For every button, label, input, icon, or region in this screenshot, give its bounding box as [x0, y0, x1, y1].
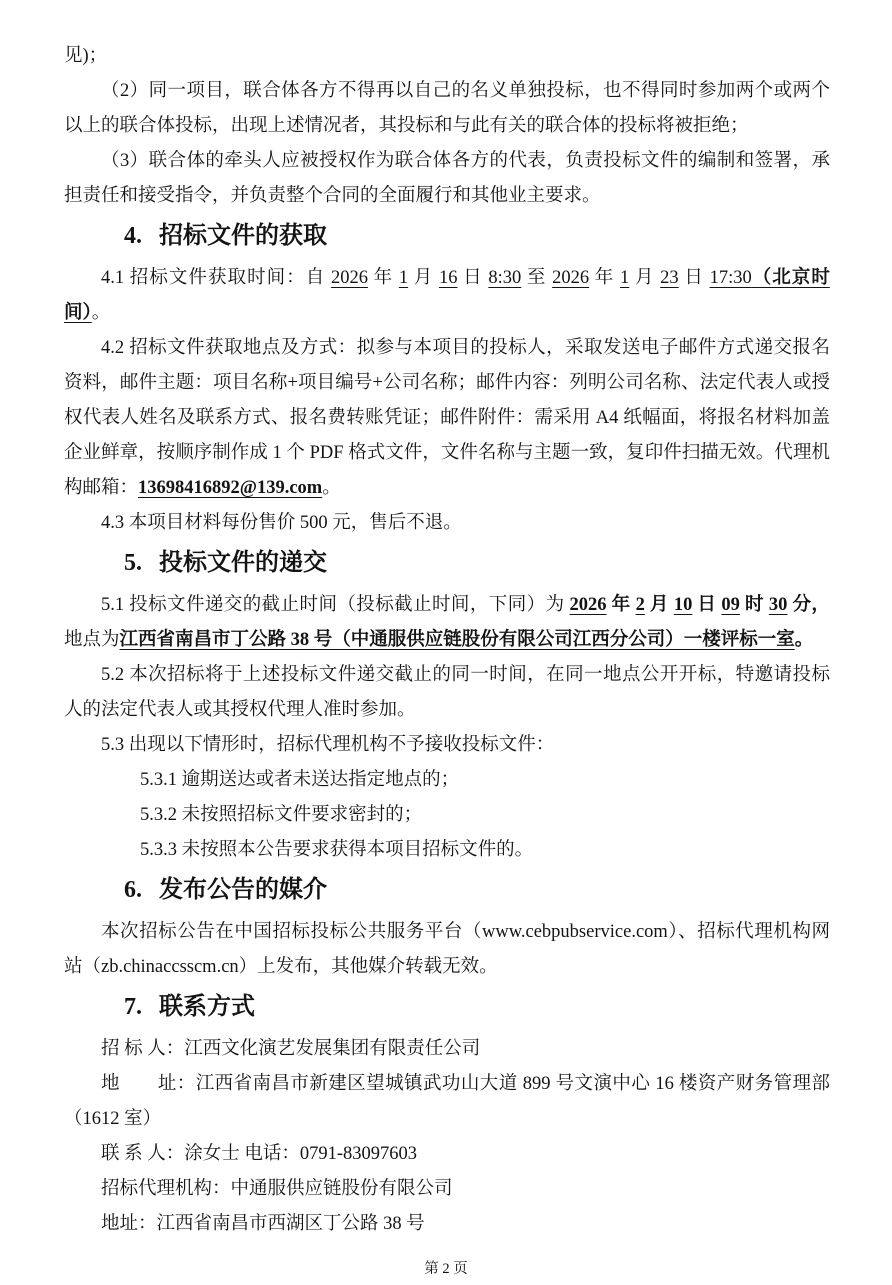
para-4-1-obtain-time — [64, 261, 830, 331]
para-joint-bid-rule-2 — [64, 74, 830, 144]
text-run: 月 — [644, 595, 674, 615]
heading-title: 招标文件的获取 — [159, 223, 327, 249]
text-run: 月 — [629, 268, 661, 288]
text-run: 江西省南昌市丁公路 38 号（中通服供应链股份有限公司江西分公司）一楼评标一室 — [119, 630, 795, 650]
text-run: 。 — [91, 303, 111, 323]
text-run: 联 系 人：涂女士 电话：0791-83097603 — [101, 1144, 418, 1164]
para-4-3-price — [64, 506, 830, 541]
text-run: 地 址：江西省南昌市新建区望城镇武功山大道 899 号文演中心 16 楼资产财务管理部（1612 室） — [64, 1074, 830, 1129]
text-run: 招 标 人：江西文化演艺发展集团有限责任公司 — [101, 1039, 481, 1059]
para-5-3-3 — [64, 833, 830, 868]
text-run: 5.3 出现以下情形时，招标代理机构不予接收投标文件： — [101, 735, 555, 755]
text-run: 地址：江西省南昌市西湖区丁公路 38 号 — [101, 1214, 425, 1234]
text-run: 见)； — [64, 46, 108, 66]
text-run: 2026 — [552, 268, 590, 288]
heading-number: 7. — [124, 994, 142, 1020]
para-contact-person — [64, 1137, 830, 1172]
para-continued-from-prev-page — [64, 39, 830, 74]
text-run: 30 — [768, 595, 788, 615]
text-run: 2 — [635, 595, 645, 615]
text-run: 年 — [367, 268, 399, 288]
text-run: 23 — [660, 268, 679, 288]
para-joint-bid-rule-3 — [64, 144, 830, 214]
text-run: 本次招标公告在中国招标投标公共服务平台（www.cebpubservice.com）、招标代理机构网站（zb.chinaccsscm.cn）上发布，其他媒介转载无效。 — [64, 922, 830, 977]
heading-section-6 — [124, 870, 830, 910]
page-number-footer: 第 2 页 — [424, 1261, 468, 1277]
para-5-3-2 — [64, 798, 830, 833]
text-run: 5.3.2 未按照招标文件要求密封的； — [140, 805, 423, 825]
text-run: 至 — [521, 268, 553, 288]
text-run: 。 — [794, 630, 814, 650]
heading-section-4 — [124, 216, 830, 256]
text-run: 2026 — [330, 268, 368, 288]
text-run: 日 — [678, 268, 710, 288]
text-run: 日 — [692, 595, 722, 615]
text-run: 1 — [620, 268, 630, 288]
para-agency-address — [64, 1207, 830, 1242]
text-run: 4.3 本项目材料每份售价 500 元，售后不退。 — [101, 513, 462, 533]
para-5-3-1 — [64, 763, 830, 798]
para-5-3-rejection-intro — [64, 728, 830, 763]
text-run: 2026 — [569, 595, 607, 615]
text-run: 月 — [408, 268, 439, 288]
heading-title: 投标文件的递交 — [159, 550, 327, 576]
para-4-2-obtain-method — [64, 331, 830, 506]
heading-section-7 — [124, 987, 830, 1027]
text-run: 5.2 本次招标将于上述投标文件递交截止的同一时间，在同一地点公开开标，特邀请投标人的法定代表人或其授权代理人准时参加。 — [64, 665, 830, 720]
text-run: 地点为 — [64, 630, 120, 650]
text-run: 5.3.1 逾期送达或者未送达指定地点的； — [140, 770, 460, 790]
text-run: 4.1 招标文件获取时间：自 — [101, 268, 331, 288]
heading-section-5 — [124, 543, 830, 583]
heading-title: 联系方式 — [159, 994, 255, 1020]
text-run: 1 — [398, 268, 409, 288]
text-run: 8:30 — [488, 268, 522, 288]
heading-title: 发布公告的媒介 — [159, 877, 327, 903]
para-contact-address — [64, 1067, 830, 1137]
text-run: 13698416892@139.com — [138, 478, 323, 498]
para-contact-tenderer — [64, 1032, 830, 1067]
text-run: 16 — [438, 268, 458, 288]
text-run: ， — [811, 595, 830, 615]
text-run: 5.3.3 未按照本公告要求获得本项目招标文件的。 — [140, 840, 534, 860]
para-5-2-bid-opening — [64, 658, 830, 728]
text-run: （3）联合体的牵头人应被授权作为联合体各方的代表，负责投标文件的编制和签署，承担责任和接受指令，并负责整个合同的全面履行和其他业主要求。 — [64, 151, 830, 206]
heading-number: 4. — [124, 223, 142, 249]
text-run: 日 — [457, 268, 489, 288]
text-run: 09 — [721, 595, 740, 615]
text-run: （2）同一项目，联合体各方不得再以自己的名义单独投标，也不得同时参加两个或两个以上的联合体投标，出现上述情况者，其投标和与此有关的联合体的投标将被拒绝； — [64, 81, 830, 136]
text-run: 17:30 — [709, 268, 752, 288]
text-run: 分 — [787, 595, 812, 615]
text-run: 年 — [589, 268, 621, 288]
text-run: 5.1 投标文件递交的截止时间（投标截止时间，下同）为 — [101, 595, 570, 615]
para-agency-name — [64, 1172, 830, 1207]
para-5-1-deadline — [64, 588, 830, 658]
text-run: （北京时间） — [64, 268, 830, 323]
text-run: 10 — [673, 595, 693, 615]
text-run: 年 — [606, 595, 636, 615]
para-6-media — [64, 915, 830, 985]
text-run: 。 — [322, 478, 341, 498]
text-run: 招标代理机构：中通服供应链股份有限公司 — [101, 1179, 453, 1199]
text-run: 4.2 招标文件获取地点及方式：拟参与本项目的投标人，采取发送电子邮件方式递交报名资料，邮件主题：项目名称+项目编号+公司名称；邮件内容：列明公司名称、法定代表人或授权代表人姓名及联系方式、报名费转账凭证；邮件附件：需采用 A4 纸幅面，将报名材料加盖企业鲜章，按顺序制作成 1 个 PDF 格式文件，文件名称与主题一致，复印件扫描无效。代理机构邮箱： — [64, 338, 830, 498]
text-run: 时 — [739, 595, 769, 615]
heading-number: 6. — [124, 877, 142, 903]
heading-number: 5. — [124, 550, 142, 576]
